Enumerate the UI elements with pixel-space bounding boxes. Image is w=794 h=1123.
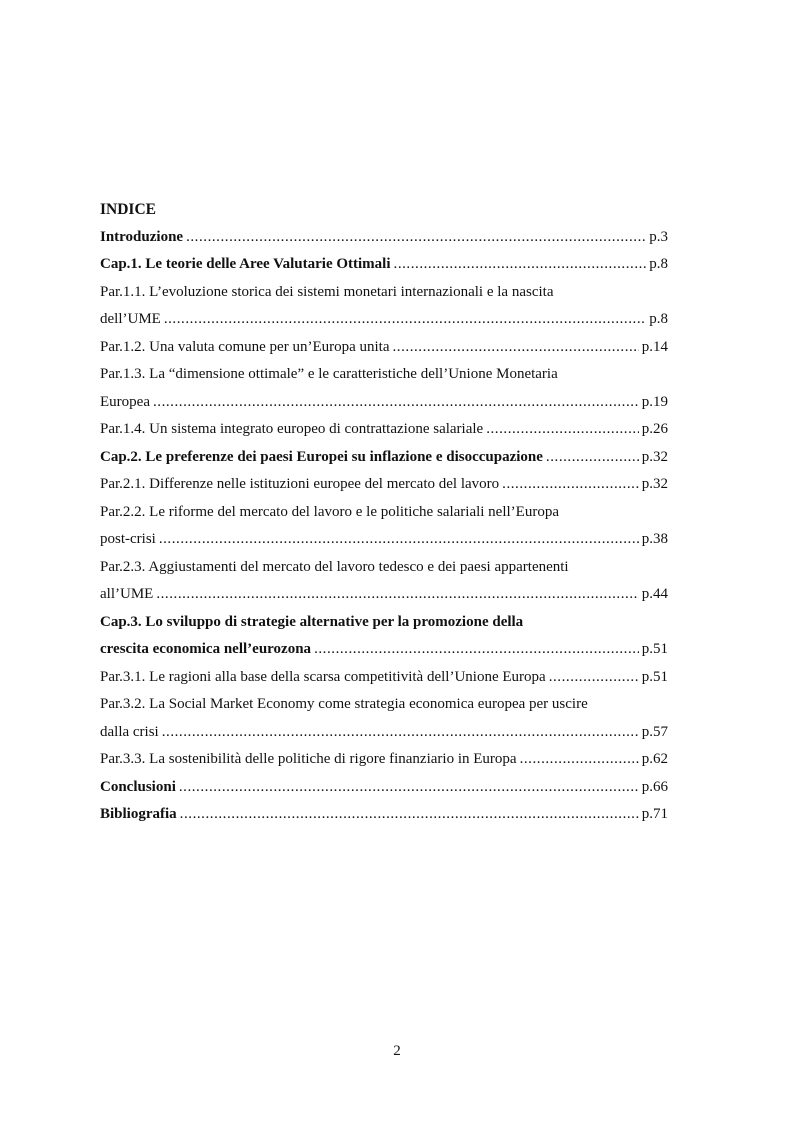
- toc-entry-title: Cap.2. Le preferenze dei paesi Europei su inflazione e disoccupazione: [100, 448, 543, 465]
- toc-leader-dots: [486, 416, 639, 444]
- toc-entries: [100, 224, 668, 829]
- toc-entry-page: p.71: [641, 806, 668, 822]
- toc-heading: INDICE: [100, 201, 156, 218]
- toc-leader-dots: [393, 334, 639, 362]
- toc-entry-page: p.57: [641, 723, 668, 740]
- toc-entry-row: [100, 801, 668, 829]
- toc-entry-row: [100, 774, 668, 802]
- toc-entry: [100, 251, 668, 279]
- toc-entry-title: Europea: [100, 393, 150, 410]
- toc-entry-page: p.62: [641, 751, 668, 767]
- toc-entry-row: [100, 581, 668, 609]
- toc-entry-title: Par.3.3. La sostenibilità delle politiche di rigore finanziario in Europa: [100, 751, 517, 767]
- toc-entry-title: Par.3.1. Le ragioni alla base della scarsa competitività dell’Unione Europa: [100, 668, 546, 685]
- toc-entry: [100, 416, 668, 444]
- toc-entry: [100, 554, 668, 609]
- toc-entry: [100, 746, 668, 774]
- toc-leader-dots: [549, 664, 639, 692]
- toc-entry-page: p.66: [641, 778, 668, 795]
- toc-entry: [100, 499, 668, 554]
- toc-entry: [100, 691, 668, 746]
- toc-entry-line: Par.3.2. La Social Market Economy come strategia economica europea per uscire: [100, 696, 588, 712]
- toc-entry: [100, 774, 668, 802]
- toc-entry-line: Par.1.3. La “dimensione ottimale” e le caratteristiche dell’Unione Monetaria: [100, 366, 558, 382]
- toc-entry: [100, 609, 668, 664]
- toc-entry: [100, 334, 668, 362]
- toc-entry-row: [100, 224, 668, 252]
- toc-entry: [100, 444, 668, 472]
- toc-leader-dots: [159, 526, 639, 554]
- toc-entry-line: Par.2.3. Aggiustamenti del mercato del lavoro tedesco e dei paesi appartenenti: [100, 558, 569, 575]
- toc-entry-row: [100, 719, 668, 747]
- toc-entry-title: Bibliografia: [100, 806, 177, 822]
- toc-entry-row: [100, 636, 668, 664]
- toc-entry-title: Introduzione: [100, 228, 184, 245]
- toc-entry-row: [100, 416, 668, 444]
- toc-leader-dots: [546, 444, 639, 472]
- toc-leader-dots: [179, 774, 639, 802]
- page-number: 2: [393, 1043, 401, 1059]
- toc-entry-page: p.38: [641, 531, 668, 547]
- toc-entry-row: [100, 526, 668, 554]
- toc-leader-dots: [314, 636, 639, 664]
- toc-leader-dots: [156, 581, 638, 609]
- toc-entry: [100, 664, 668, 692]
- table-of-contents: [100, 196, 668, 829]
- toc-entry-line: Cap.3. Lo sviluppo di strategie alternative per la promozione della: [100, 613, 524, 630]
- toc-entry-row: [100, 471, 668, 499]
- toc-entry-page: p.14: [641, 338, 668, 355]
- toc-entry-page: p.26: [641, 421, 668, 437]
- toc-entry-page: p.3: [649, 228, 668, 245]
- toc-entry: [100, 224, 668, 252]
- toc-entry-title: dell’UME: [100, 311, 161, 327]
- toc-entry-title: Par.1.2. Una valuta comune per un’Europa unita: [100, 338, 390, 355]
- toc-entry: [100, 471, 668, 499]
- toc-entry-row: [100, 746, 668, 774]
- toc-leader-dots: [186, 224, 646, 252]
- toc-entry: [100, 801, 668, 829]
- toc-entry-page: p.51: [641, 641, 668, 657]
- toc-leader-dots: [394, 251, 647, 279]
- toc-entry-title: all’UME: [100, 586, 154, 602]
- toc-leader-dots: [502, 471, 639, 499]
- toc-entry-row: [100, 664, 668, 692]
- toc-entry-line: Par.2.2. Le riforme del mercato del lavoro e le politiche salariali nell’Europa: [100, 503, 559, 520]
- toc-entry-page: p.19: [641, 393, 668, 410]
- toc-entry-page: p.32: [641, 448, 668, 465]
- toc-leader-dots: [180, 801, 639, 829]
- toc-entry: [100, 361, 668, 416]
- toc-entry-page: p.32: [641, 476, 668, 492]
- toc-entry-row: [100, 306, 668, 334]
- toc-entry-line: Par.1.1. L’evoluzione storica dei sistemi monetari internazionali e la nascita: [100, 283, 554, 300]
- toc-entry-title: post-crisi: [100, 531, 156, 547]
- toc-entry-row: [100, 251, 668, 279]
- toc-entry-title: Par.1.4. Un sistema integrato europeo di contrattazione salariale: [100, 421, 484, 437]
- toc-entry-page: p.8: [649, 256, 668, 272]
- toc-entry-title: dalla crisi: [100, 723, 159, 740]
- toc-entry-title: Conclusioni: [100, 778, 176, 795]
- toc-entry-page: p.51: [641, 668, 668, 685]
- toc-leader-dots: [164, 306, 646, 334]
- toc-entry-title: crescita economica nell’eurozona: [100, 641, 312, 657]
- toc-entry: [100, 279, 668, 334]
- toc-leader-dots: [162, 719, 639, 747]
- toc-entry-row: [100, 334, 668, 362]
- toc-entry-page: p.8: [649, 311, 668, 327]
- toc-entry-row: [100, 444, 668, 472]
- toc-entry-title: Cap.1. Le teorie delle Aree Valutarie Ottimali: [100, 256, 391, 272]
- toc-leader-dots: [153, 389, 639, 417]
- toc-entry-page: p.44: [641, 586, 668, 602]
- toc-leader-dots: [520, 746, 639, 774]
- toc-entry-title: Par.2.1. Differenze nelle istituzioni europee del mercato del lavoro: [100, 476, 500, 492]
- toc-entry-row: [100, 389, 668, 417]
